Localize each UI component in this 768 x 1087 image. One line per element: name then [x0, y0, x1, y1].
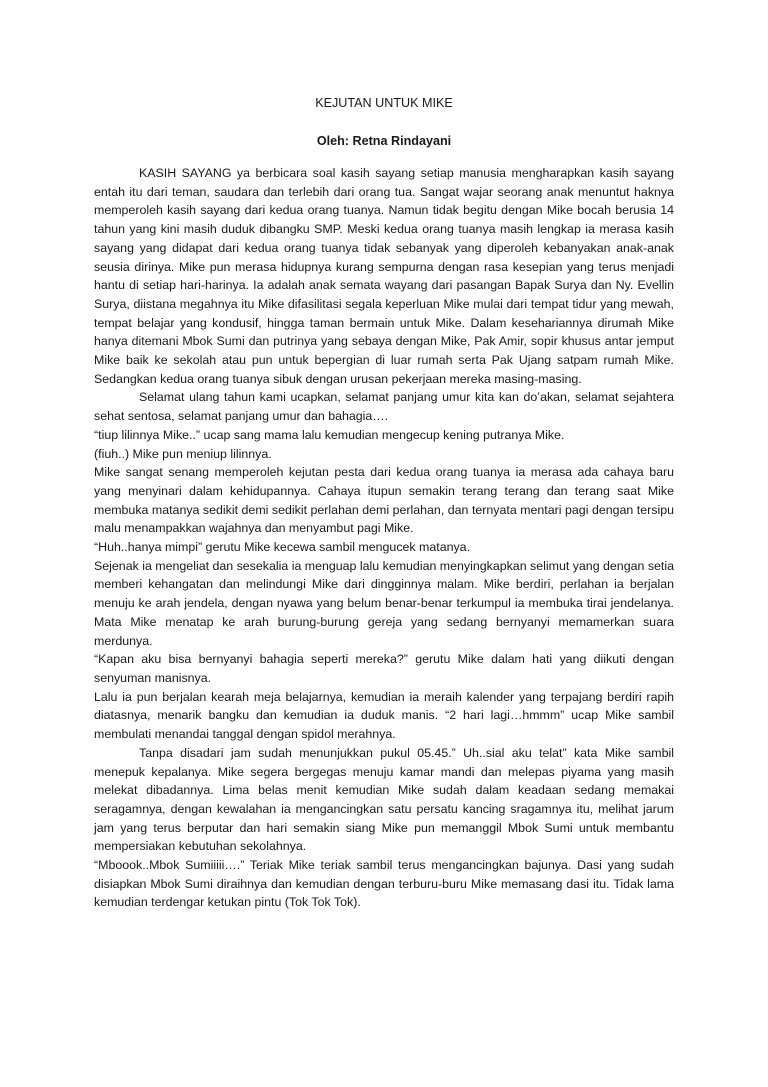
paragraph: “tiup lilinnya Mike..” ucap sang mama lalu kemudian mengecup kening putranya Mike.	[94, 427, 565, 442]
document-body	[94, 164, 674, 912]
paragraph: Sejenak ia mengeliat dan sesekalia ia menguap lalu kemudian menyingkapkan selimut yang dengan setia memberi kehangatan dan melindungi Mike dari dingginnya malam. Mike berdiri, perlahan ia berjalan menuju ke arah jendela, dengan nyawa yang belum benar-benar terkumpul ia membuka tirai jendelanya. Mata Mike menatap ke arah burung-burung gereja yang sedang bernyanyi memamerkan suara merdunya.	[94, 558, 674, 648]
paragraph: “Mboook..Mbok Sumiiiii….” Teriak Mike teriak sambil terus mengancingkan bajunya. Dasi yang sudah disiapkan Mbok Sumi diraihnya dan kemudian dengan terburu-buru Mike memasang dasi itu. Tidak lama kemudian terdengar ketukan pintu (Tok Tok Tok).	[94, 858, 674, 910]
paragraph: Tanpa disadari jam sudah menunjukkan pukul 05.45.” Uh..sial aku telat” kata Mike sambil menepuk kepalanya. Mike segera bergegas menuju kamar mandi dan melepas piyama yang masih melekat dibadannya. Lima belas menit kemudian Mike sudah dalam keadaan sedang memakai seragamnya, dengan kewalahan ia mengancingkan satu persatu kancing sragamnya itu, melihat jarum jam yang terus berputar dan hari semakin siang Mike pun memanggil Mbok Sumi untuk membantu mempersiakan kebutuhan sekolahnya.	[94, 745, 674, 854]
paragraph: “Kapan aku bisa bernyanyi bahagia seperti mereka?” gerutu Mike dalam hati yang diikuti dengan senyuman manisnya.	[94, 652, 674, 685]
paragraph: Lalu ia pun berjalan kearah meja belajarnya, kemudian ia meraih kalender yang terpajang berdiri rapih diatasnya, menarik bangku dan kemudian ia duduk manis. “2 hari lagi…hmmm” ucap Mike sambil membulati menandai tanggal dengan spidol merahnya.	[94, 689, 674, 742]
document-title: KEJUTAN UNTUK MIKE	[315, 96, 453, 110]
paragraph: (fiuh..) Mike pun meniup lilinnya.	[94, 446, 272, 461]
document-byline: Oleh: Retna Rindayani	[316, 134, 452, 148]
paragraph: Selamat ulang tahun kami ucapkan, selamat panjang umur kita kan do’akan, selamat sejahtera sehat sentosa, selamat panjang umur dan bahagia….	[94, 390, 674, 424]
paragraph: Mike sangat senang memperoleh kejutan pesta dari kedua orang tuanya ia merasa ada cahaya baru yang menyinari dalam kehidupannya. Cahaya itupun semakin terang terang dan terang saat Mike membuka matanya sedikit demi sedikit perlahan demi perlahan, dan ternyata mentari pagi dengan tersipu malu menampakkan wajahnya dan menyambut pagi Mike.	[94, 465, 674, 536]
paragraph: “Huh..hanya mimpi” gerutu Mike kecewa sambil mengucek matanya.	[94, 540, 471, 555]
paragraph: KASIH SAYANG ya berbicara soal kasih sayang setiap manusia mengharapkan kasih sayang entah itu dari teman, saudara dan terlebih dari orang tua. Sangat wajar seorang anak menuntut haknya memperoleh kasih sayang dari kedua orang tuanya. Namun tidak begitu dengan Mike bocah berusia 14 tahun yang kini masih duduk dibangku SMP. Meski kedua orang tuanya masih lengkap ia merasa kasih sayang yang didapat dari kedua orang tuanya tidak sebanyak yang diperoleh kebanyakan anak-anak seusia dirinya. Mike pun merasa hidupnya kurang sempurna dengan rasa kesepian yang terus menjadi hantu di setiap hari-harinya. Ia adalah anak semata wayang dari pasangan Bapak Surya dan Ny. Evellin Surya, diistana megahnya itu Mike difasilitasi segala keperluan Mike mulai dari tempat tidur yang mewah, tempat belajar yang kondusif, hingga taman bermain untuk Mike. Dalam kesehariannya dirumah Mike hanya ditemani Mbok Sumi dan putrinya yang sebaya dengan Mike, Pak Amir, sopir khusus antar jemput Mike baik ke sekolah atau pun untuk bepergian di luar rumah serta Pak Ujang satpam rumah Mike. Sedangkan kedua orang tuanya sibuk dengan urusan pekerjaan mereka masing-masing.	[94, 166, 674, 386]
